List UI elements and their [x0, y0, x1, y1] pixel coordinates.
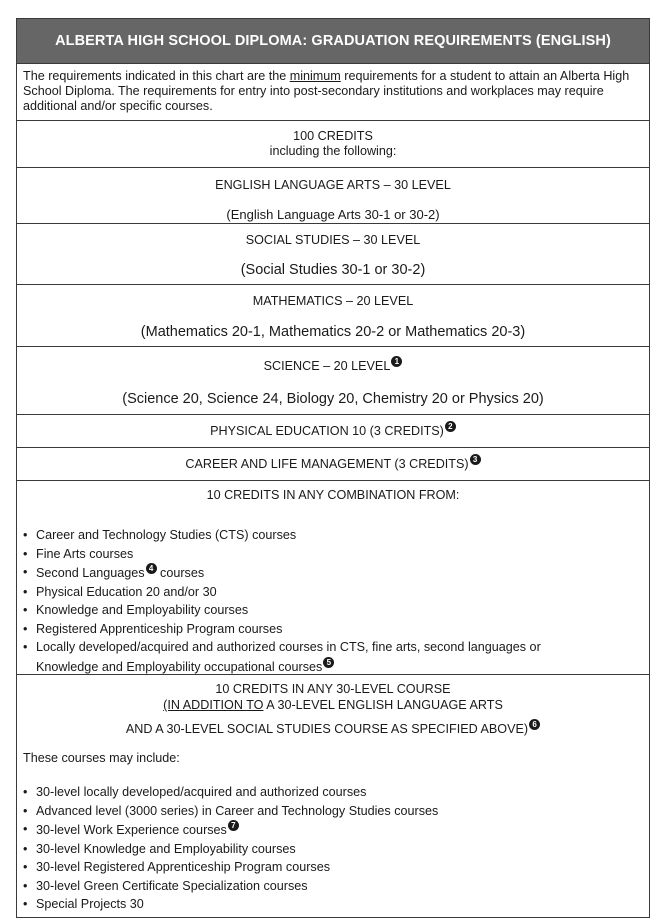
footnote-marker: 3: [470, 454, 481, 465]
career-life-heading: CAREER AND LIFE MANAGEMENT (3 CREDITS): [185, 457, 469, 471]
requirements-table: [16, 18, 650, 918]
list-item: • Physical Education 20 and/or 30: [23, 583, 649, 602]
ela-row: [17, 167, 649, 223]
footnote-marker: 6: [529, 719, 540, 730]
intro-emphasis: minimum: [289, 69, 341, 83]
list-item: • Fine Arts courses: [23, 545, 649, 564]
mathematics-detail: (Mathematics 20-1, Mathematics 20-2 or Mathematics 20-3): [140, 324, 526, 340]
list-item-text: courses: [160, 566, 205, 580]
science-heading: SCIENCE – 20 LEVEL: [263, 359, 391, 373]
ela-detail: (English Language Arts 30-1 or 30-2): [226, 207, 440, 222]
social-studies-row: [17, 223, 649, 284]
thirty-line-3: [17, 719, 649, 737]
footnote-marker: 5: [323, 657, 334, 668]
thirty-line-2: [17, 697, 649, 713]
thirty-level-row: [17, 674, 649, 917]
list-item: [23, 638, 649, 676]
science-row: [17, 346, 649, 414]
credits-row: [17, 120, 649, 167]
list-item: • Registered Apprenticeship Program courses: [23, 620, 649, 639]
combination-row: [17, 480, 649, 674]
list-item: • Career and Technology Studies (CTS) courses: [23, 526, 649, 545]
mathematics-row: [17, 284, 649, 346]
thirty-line-2-rest: A 30-LEVEL ENGLISH LANGUAGE ARTS: [263, 698, 503, 712]
list-item: [23, 820, 649, 840]
list-item: • 30-level Knowledge and Employability courses: [23, 840, 649, 859]
intro-text-after: requirements for a student to attain an Alberta High School Diploma. The requirements for entry into post-secondary institutions and workplaces may require additional and/or specific courses.: [23, 69, 630, 113]
physical-education-heading: PHYSICAL EDUCATION 10 (3 CREDITS): [210, 424, 444, 438]
list-item: • 30-level Registered Apprenticeship Program courses: [23, 858, 649, 877]
thirty-level-list: [17, 783, 649, 914]
thirty-line-1: 10 CREDITS IN ANY 30-LEVEL COURSE: [215, 682, 451, 696]
footnote-marker: 2: [445, 421, 456, 432]
list-item: • Knowledge and Employability courses: [23, 601, 649, 620]
list-item: • 30-level Green Certificate Specialization courses: [23, 877, 649, 896]
career-life-row: [17, 447, 649, 480]
courses-note: These courses may include:: [23, 751, 180, 765]
table-title: ALBERTA HIGH SCHOOL DIPLOMA: GRADUATION REQUIREMENTS (ENGLISH): [17, 19, 649, 63]
social-studies-heading: SOCIAL STUDIES – 30 LEVEL: [245, 233, 421, 247]
social-studies-detail: (Social Studies 30-1 or 30-2): [240, 262, 426, 278]
list-item: • Advanced level (3000 series) in Career and Technology Studies courses: [23, 802, 649, 821]
footnote-marker: 7: [228, 820, 239, 831]
footnote-marker: 1: [391, 356, 402, 367]
mathematics-heading: MATHEMATICS – 20 LEVEL: [252, 294, 414, 308]
intro-paragraph: [17, 63, 649, 120]
thirty-level-heading: [17, 681, 649, 737]
physical-education-row: [17, 414, 649, 447]
ela-heading: ENGLISH LANGUAGE ARTS – 30 LEVEL: [215, 178, 451, 192]
footnote-marker: 4: [146, 563, 157, 574]
list-item-text: Knowledge and Employability occupational courses: [36, 659, 323, 674]
list-item: • Special Projects 30: [23, 895, 649, 914]
list-item-text: Locally developed/acquired and authorized courses in CTS, fine arts, second languages or: [36, 640, 541, 654]
combination-heading: 10 CREDITS IN ANY COMBINATION FROM:: [206, 488, 460, 502]
science-detail: (Science 20, Science 24, Biology 20, Chemistry 20 or Physics 20): [122, 391, 544, 407]
credits-line-1: 100 CREDITS: [293, 129, 373, 143]
list-item-text: 30-level Work Experience courses: [36, 823, 227, 837]
combination-list: [17, 526, 649, 676]
thirty-line-2-underlined: (IN ADDITION TO: [163, 698, 264, 712]
list-item-text: Second Languages: [36, 566, 145, 580]
thirty-line-3-text: AND A 30-LEVEL SOCIAL STUDIES COURSE AS SPECIFIED ABOVE): [125, 722, 529, 736]
credits-line-2: including the following:: [269, 144, 397, 158]
list-item: • 30-level locally developed/acquired and authorized courses: [23, 783, 649, 802]
science-heading-wrap: [17, 356, 649, 373]
intro-text-before: The requirements indicated in this chart are the: [23, 69, 290, 83]
list-item: [23, 563, 649, 583]
